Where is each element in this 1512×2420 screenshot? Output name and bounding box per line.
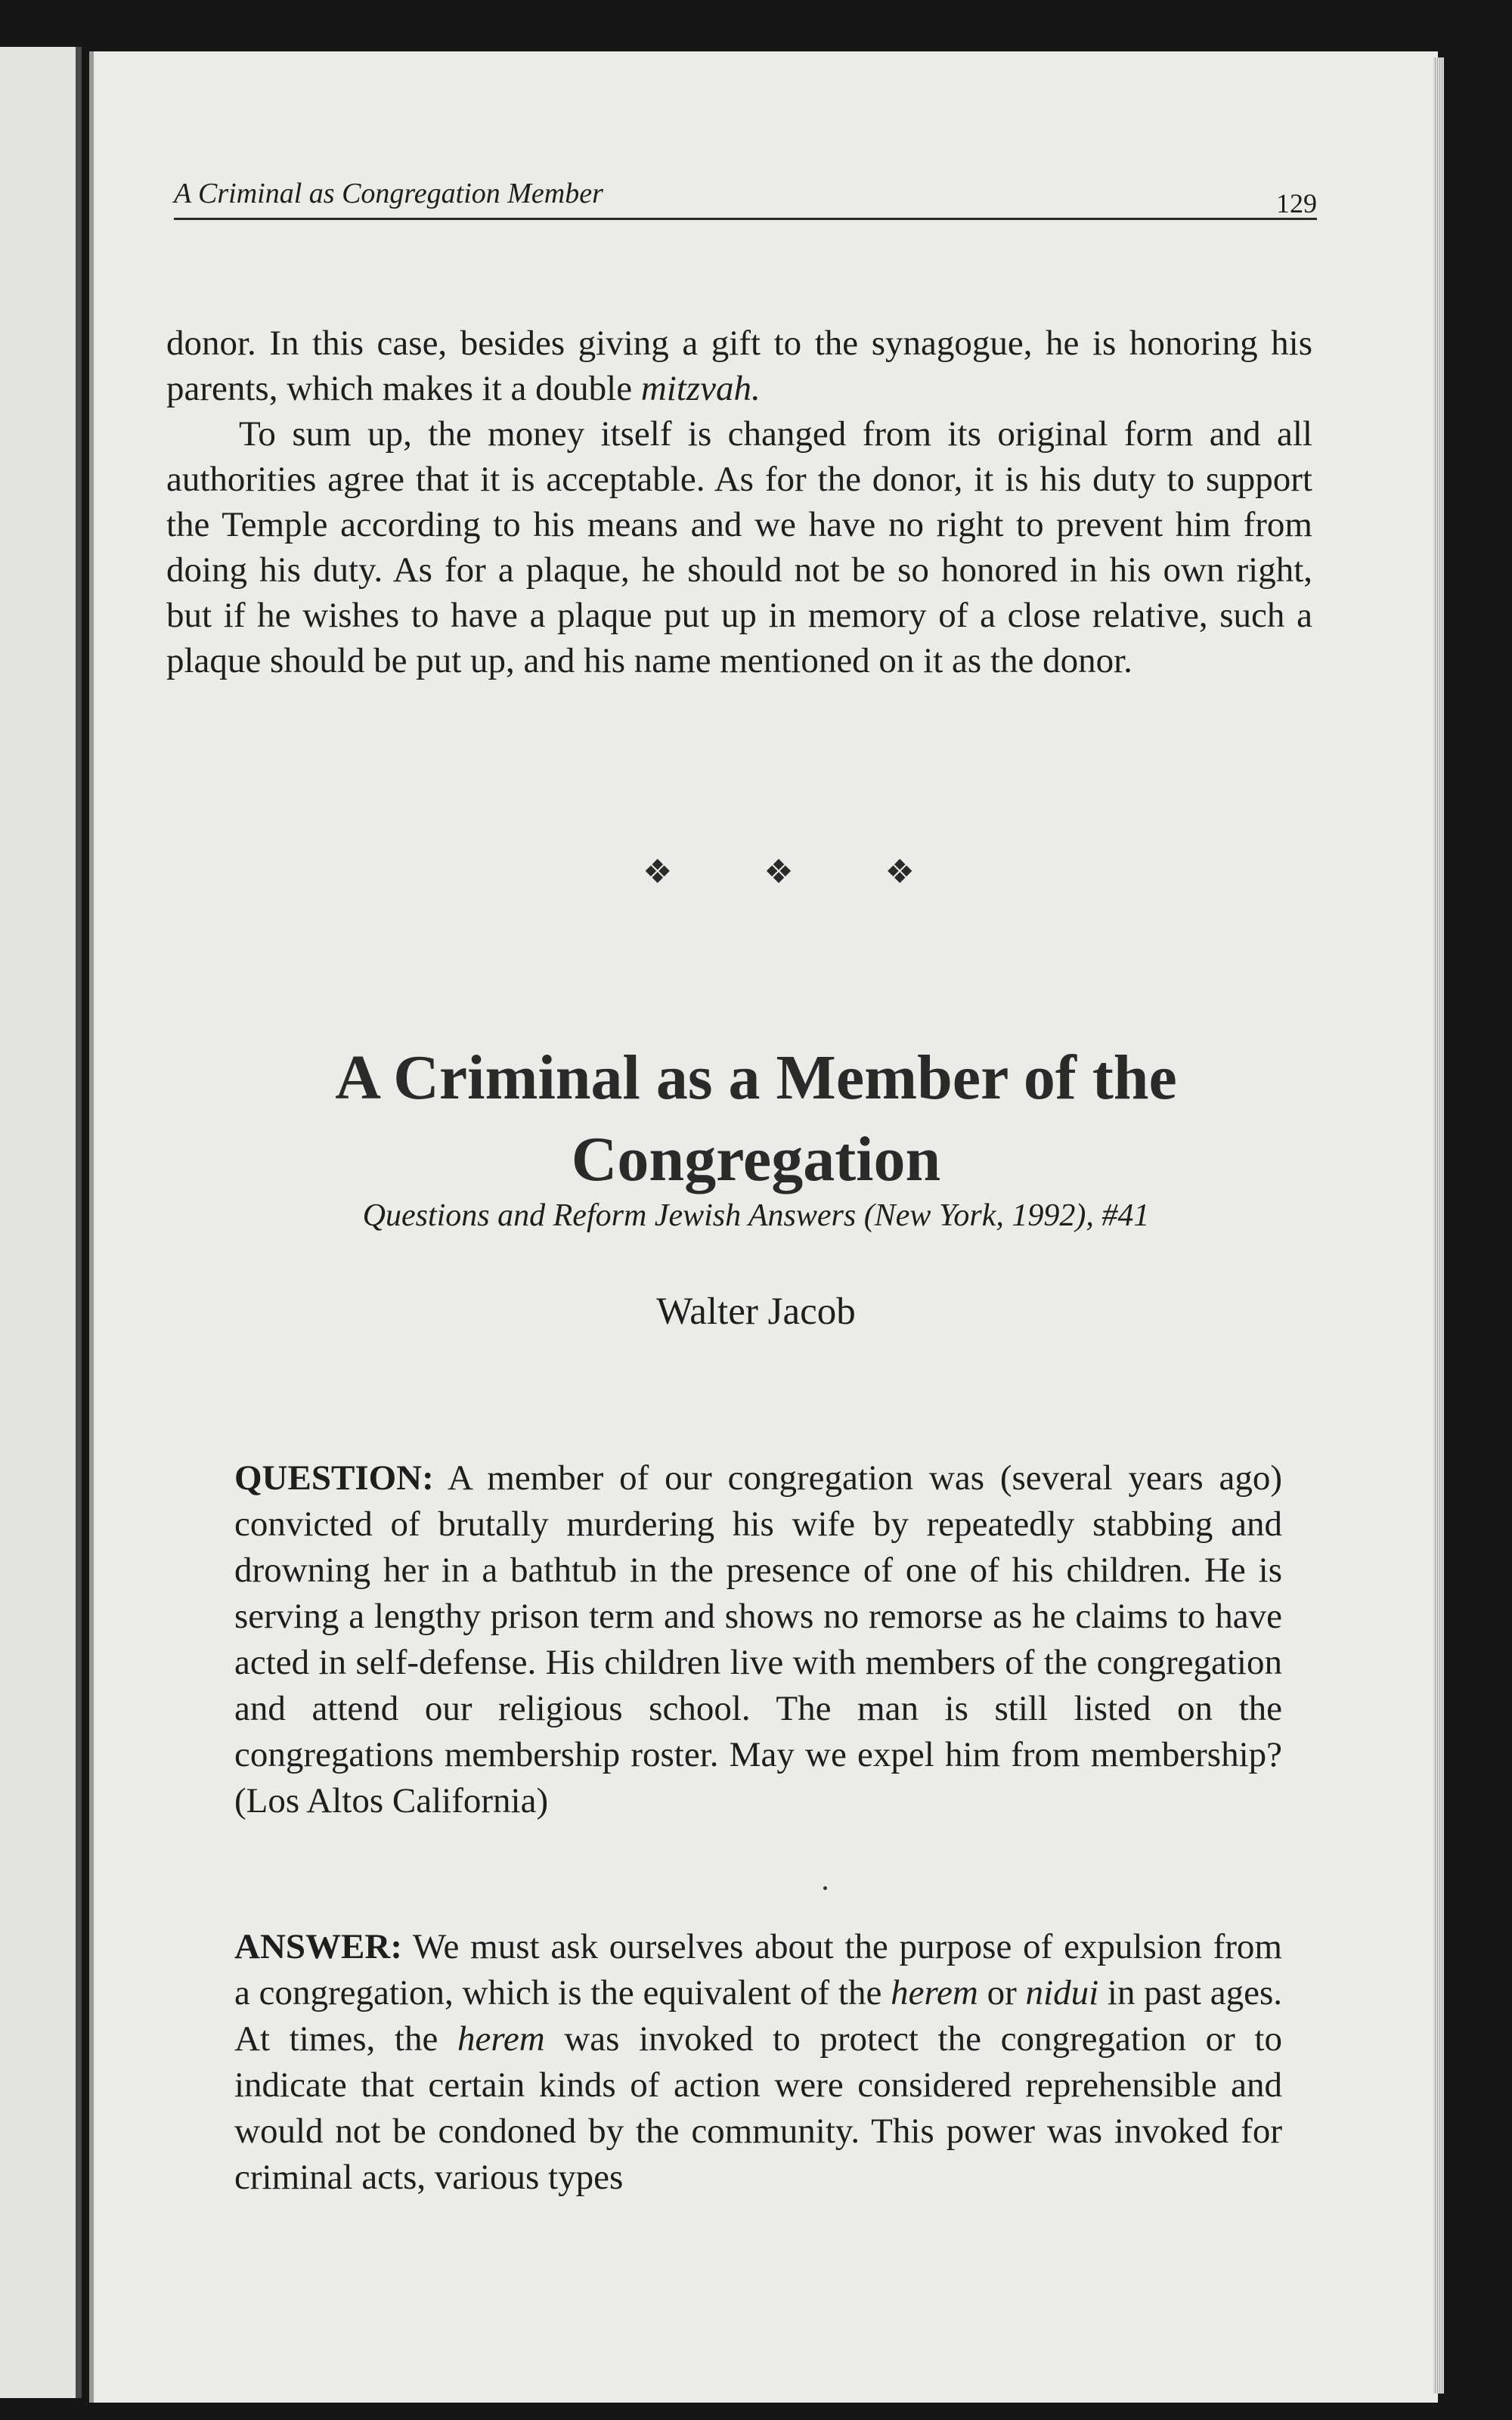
article-author: Walter Jacob [656,1291,856,1333]
herem-term: herem [457,2019,545,2059]
answer-label: ANSWER: [234,1927,402,1966]
article-title [227,1037,1285,1201]
mitzvah-term: mitzvah. [640,369,761,408]
question-paragraph [234,1455,1282,1824]
page-number: 129 [1276,188,1317,218]
article-source: Questions and Reform Jewish Answers (New York, 1992), #41 [362,1198,1150,1233]
article-title-line-1: A Criminal as a Member of the [335,1043,1177,1113]
nidui-term: nidui [1025,1973,1099,2013]
continued-paragraph-2: To sum up, the money itself is changed from its original form and all authorities agree that it is acceptable. As for the donor, it is his duty to support the Temple according to his means and we have no right to prevent him from doing his duty. As for a plaque, he should not be so honored in his own right, but if he wishes to have a plaque put up in memory of a close relative, such a plaque should be put up, and his name mentioned on it as the donor. [166,414,1312,680]
facing-page-edge [0,47,82,2398]
ink-speck [823,1886,827,1890]
continued-text [166,321,1312,683]
ornament-icon: ❖ [764,854,794,891]
answer-paragraph: ANSWER: We must ask ourselves about the purpose of expulsion from a congregation, which is the equivalent of the herem or nidui in past ages. At times, the herem was invoked to protect the congregation or to indicate that certain kinds of action were considered reprehensible and would not be condoned by the community. This power was invoked for criminal acts, various types [234,1927,1283,2197]
page-stack-edge [1433,57,1444,2394]
ornament-icon: ❖ [643,854,673,891]
question-label: QUESTION: [234,1458,434,1498]
article-title-line-2: Congregation [571,1124,941,1195]
continued-paragraph-1: donor. In this case, besides giving a gift to the synagogue, he is honoring his parents, which makes it a double mitzvah. [166,324,1312,408]
question-text: A member of our congregation was (several years ago) convicted of brutally murdering his wife by repeatedly stabbing and drowning her in a bathtub in the presence of one of his children. He is serving a lengthy prison term and shows no remorse as he claims to have acted in self-defense. His children live with members of the congregation and attend our religious school. The man is still listed on the congregations membership roster. May we expel him from membership? (Los Altos California) [234,1458,1282,1820]
running-header [174,177,1317,220]
herem-term: herem [891,1973,978,2013]
running-title: A Criminal as Congregation Member [174,178,603,209]
section-separator [643,853,915,898]
ornament-icon: ❖ [885,854,915,891]
